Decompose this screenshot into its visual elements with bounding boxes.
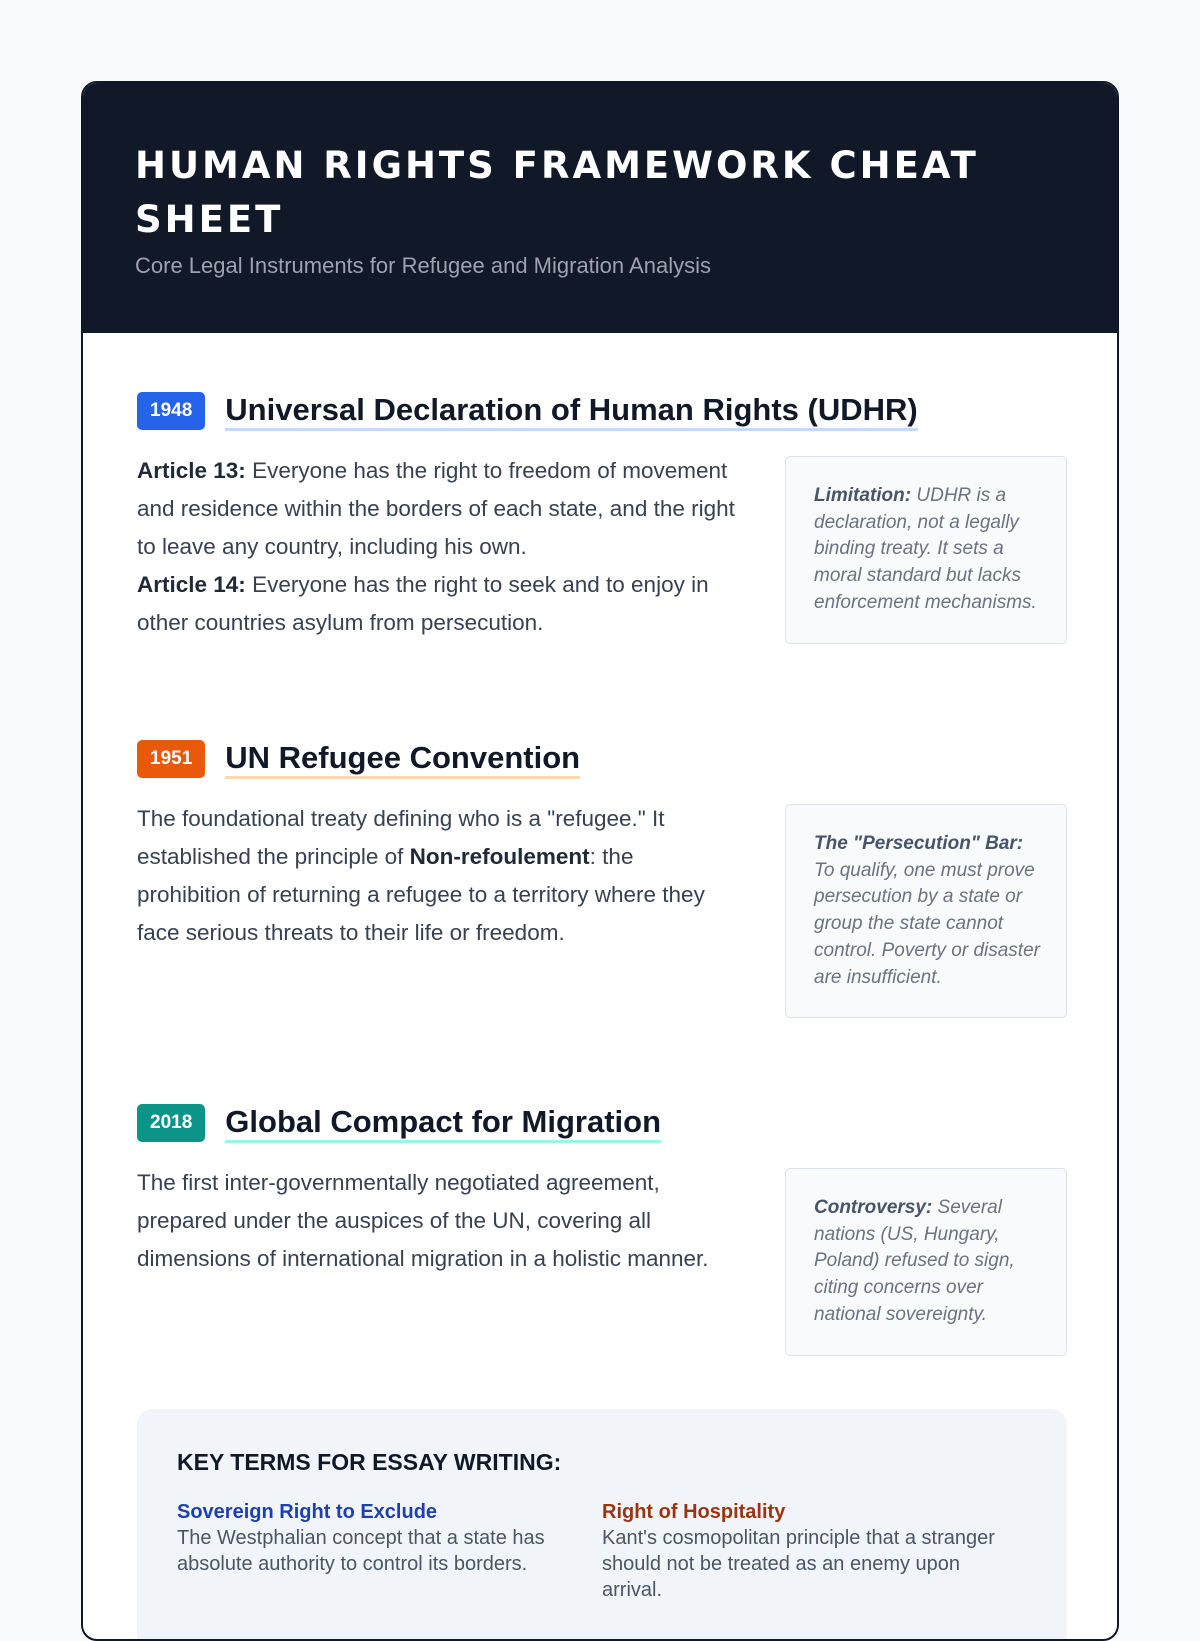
header-banner	[83, 83, 1117, 333]
note-label: Limitation:	[814, 485, 912, 506]
section-header	[137, 388, 1067, 434]
non-refoulement-term: Non-refoulement	[409, 844, 590, 869]
article-13-paragraph	[137, 452, 737, 566]
section-body	[137, 452, 1067, 642]
note-label: The "Persecution" Bar:	[814, 833, 1024, 854]
year-badge: 2018	[137, 1104, 205, 1142]
key-term	[602, 1499, 1027, 1603]
article-text: Everyone has the right to seek and to enjoy in other countries asylum from persecution.	[137, 572, 709, 635]
section-refugee-convention	[137, 736, 1067, 988]
section-text	[137, 452, 737, 642]
body-text-start: The foundational treaty defining who is a "refugee." It established the principle of	[137, 806, 665, 869]
note-text: UDHR is a declaration, not a legally binding treaty. It sets a moral standard but lacks enforcement mechanisms.	[814, 485, 1037, 613]
controversy-note	[785, 1168, 1067, 1356]
section-title: Universal Declaration of Human Rights (UDHR)	[225, 392, 917, 431]
key-terms-title: KEY TERMS FOR ESSAY WRITING:	[177, 1449, 562, 1475]
article-14-paragraph	[137, 566, 737, 642]
key-term	[177, 1499, 602, 1603]
term-definition: The Westphalian concept that a state has absolute authority to control its borders.	[177, 1527, 545, 1575]
section-global-compact	[137, 1100, 1067, 1325]
article-text: Everyone has the right to freedom of movement and residence within the borders of each state, and the right to leave any country, including his own.	[137, 458, 735, 559]
page-subtitle: Core Legal Instruments for Refugee and Migration Analysis	[135, 253, 711, 278]
section-title: Global Compact for Migration	[225, 1104, 661, 1143]
key-terms-grid	[177, 1499, 1027, 1603]
note-label: Controversy:	[814, 1197, 933, 1218]
cheat-sheet-card	[81, 81, 1119, 1641]
section-body	[137, 800, 1067, 988]
body-text-end: : the prohibition of returning a refugee to a territory where they face serious threats to their life or freedom.	[137, 844, 705, 945]
page-title: HUMAN RIGHTS FRAMEWORK CHEAT SHEET	[135, 144, 979, 241]
limitation-note	[785, 456, 1067, 644]
article-label: Article 13:	[137, 458, 246, 483]
year-badge: 1951	[137, 740, 205, 778]
section-header	[137, 1100, 1067, 1146]
section-header	[137, 736, 1067, 782]
section-body	[137, 1164, 1067, 1325]
note-text: Several nations (US, Hungary, Poland) refused to sign, citing concerns over national sovereignty.	[814, 1197, 1015, 1325]
section-udhr	[137, 388, 1067, 642]
term-name: Sovereign Right to Exclude	[177, 1501, 438, 1523]
term-name: Right of Hospitality	[602, 1501, 786, 1523]
section-text: The first inter-governmentally negotiated agreement, prepared under the auspices of the UN, covering all dimensions of international migration in a holistic manner.	[137, 1170, 709, 1271]
section-text	[137, 800, 737, 952]
note-text: To qualify, one must prove persecution by a state or group the state cannot control. Poverty or disaster are insufficient.	[814, 859, 1040, 988]
key-terms-box	[137, 1409, 1067, 1641]
section-title: UN Refugee Convention	[225, 740, 580, 779]
persecution-bar-note	[785, 804, 1067, 1018]
term-definition: Kant's cosmopolitan principle that a stranger should not be treated as an enemy upon arrival.	[602, 1527, 995, 1601]
article-label: Article 14:	[137, 572, 246, 597]
year-badge: 1948	[137, 392, 205, 430]
